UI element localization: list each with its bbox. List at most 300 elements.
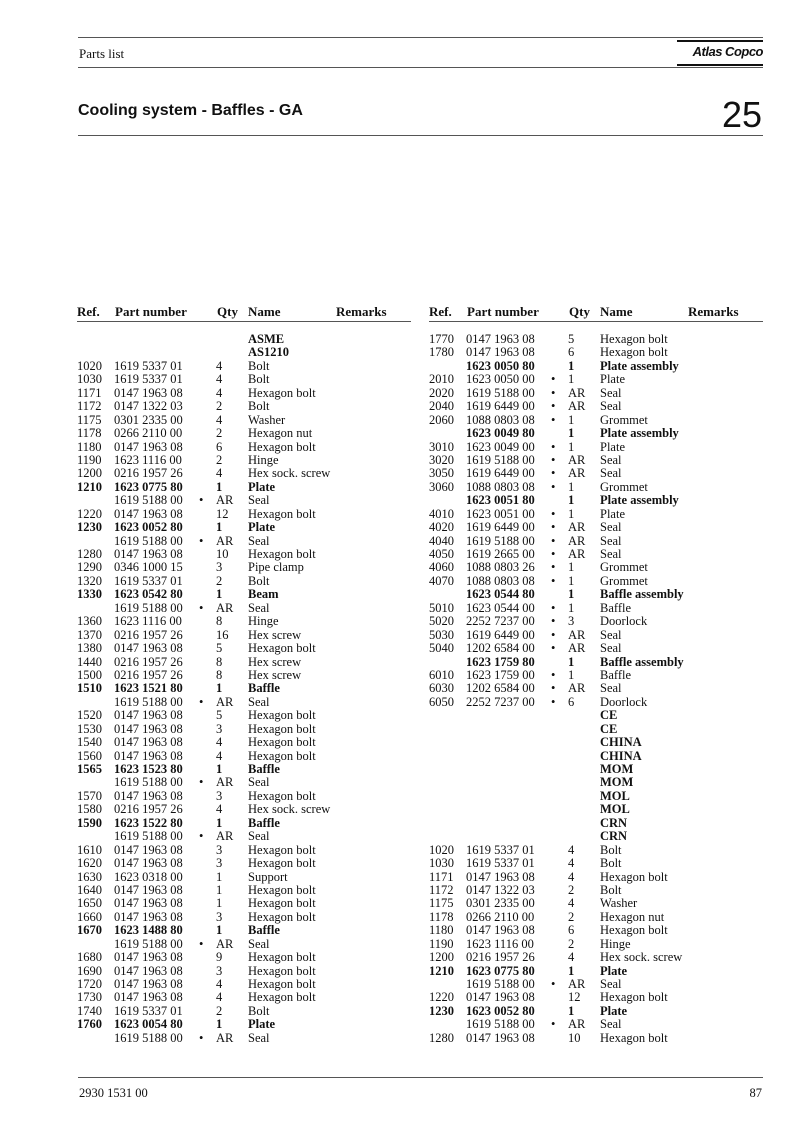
qty-cell: 4: [216, 412, 223, 427]
name-cell: Hexagon nut: [600, 909, 665, 924]
qty-cell: 5: [216, 708, 223, 723]
table-row: [77, 951, 411, 964]
table-row: [77, 938, 411, 951]
name-cell: Seal: [248, 493, 270, 508]
part-number-cell: 1623 0775 80: [466, 963, 535, 978]
name-cell: MOM: [600, 762, 634, 776]
table-row: [77, 669, 411, 682]
table-row: [77, 857, 411, 870]
qty-cell: 10: [216, 547, 229, 561]
name-cell: Plate: [600, 439, 625, 454]
ref-cell: 4050: [429, 547, 454, 561]
part-number-cell: 1619 5188 00: [114, 829, 183, 844]
table-row: [77, 588, 411, 601]
name-cell: Baffle: [248, 923, 280, 938]
ref-cell: 1630: [77, 869, 102, 884]
table-row: [429, 629, 763, 642]
ref-cell: 1020: [429, 842, 454, 857]
qty-cell: 5: [216, 641, 223, 656]
name-cell: Hexagon bolt: [248, 439, 316, 454]
part-number-cell: 1619 5337 01: [466, 856, 535, 871]
col-ref: Ref.: [77, 304, 100, 319]
ref-cell: 1230: [77, 520, 102, 535]
name-cell: Bolt: [248, 372, 270, 387]
ref-cell: 1770: [429, 332, 454, 346]
ref-cell: 3020: [429, 452, 454, 467]
table-row: [77, 750, 411, 763]
name-cell: Seal: [600, 466, 622, 481]
table-row: [429, 871, 763, 884]
ref-cell: 4010: [429, 506, 454, 521]
name-cell: Seal: [600, 641, 622, 656]
qty-cell: 8: [216, 654, 223, 669]
name-cell: Seal: [600, 547, 622, 561]
right-parts-table: [429, 333, 763, 1045]
marker-cell: •: [551, 1017, 556, 1032]
qty-cell: 2: [568, 936, 575, 951]
qty-cell: AR: [568, 977, 586, 991]
table-row: [429, 494, 763, 507]
ref-cell: 1380: [77, 641, 102, 656]
name-cell: MOL: [600, 802, 630, 817]
name-cell: Hexagon bolt: [600, 923, 668, 938]
table-row: [77, 508, 411, 521]
part-number-cell: 1623 0054 80: [114, 1017, 183, 1032]
table-row: [77, 763, 411, 776]
table-row: [429, 656, 763, 669]
table-row: [429, 441, 763, 454]
table-row: [429, 548, 763, 561]
table-row: [429, 965, 763, 978]
table-row: [77, 911, 411, 924]
table-row: [429, 373, 763, 386]
qty-cell: AR: [216, 600, 234, 615]
part-number-cell: 1619 6449 00: [466, 520, 535, 535]
qty-cell: 1: [216, 762, 223, 776]
table-row: [429, 682, 763, 695]
table-row: [77, 427, 411, 440]
name-cell: Washer: [248, 412, 286, 427]
table-row: [77, 978, 411, 991]
ref-cell: 1210: [429, 963, 454, 978]
part-number-cell: 1619 5188 00: [114, 936, 183, 951]
table-row: [429, 1005, 763, 1018]
marker-cell: •: [551, 372, 556, 387]
ref-cell: 1610: [77, 842, 102, 857]
name-cell: Seal: [248, 829, 270, 844]
qty-cell: 4: [216, 748, 223, 763]
qty-cell: AR: [568, 466, 586, 481]
part-number-cell: 1623 0052 80: [466, 1003, 535, 1018]
marker-cell: •: [551, 412, 556, 427]
qty-cell: 1: [216, 815, 223, 830]
table-row: [429, 978, 763, 991]
marker-cell: •: [199, 533, 204, 548]
qty-cell: AR: [216, 936, 234, 951]
ref-cell: 1200: [77, 466, 102, 481]
qty-cell: 4: [216, 735, 223, 750]
name-cell: Hexagon bolt: [248, 856, 316, 871]
part-number-cell: 1619 5188 00: [114, 1030, 183, 1045]
part-number-cell: 1623 0542 80: [114, 587, 183, 602]
qty-cell: 1: [568, 358, 575, 373]
table-row: [77, 414, 411, 427]
ref-cell: 1230: [429, 1003, 454, 1018]
name-cell: Plate assembly: [600, 493, 679, 508]
marker-cell: •: [551, 547, 556, 561]
table-row: [77, 441, 411, 454]
name-cell: Bolt: [248, 358, 270, 373]
table-row: [77, 723, 411, 736]
ref-cell: 2060: [429, 412, 454, 427]
name-cell: Plate assembly: [600, 426, 679, 441]
ref-cell: 4070: [429, 573, 454, 588]
part-number-cell: 1202 6584 00: [466, 641, 535, 656]
name-cell: Hexagon bolt: [248, 896, 316, 911]
ref-cell: 4020: [429, 520, 454, 535]
part-number-cell: 1623 0051 00: [466, 506, 535, 521]
name-cell: Hinge: [248, 614, 279, 629]
qty-cell: 4: [216, 977, 223, 991]
section-title: Cooling system - Baffles - GA: [78, 102, 303, 119]
part-number-cell: 0147 1963 08: [114, 909, 183, 924]
header-label: Parts list: [79, 46, 125, 61]
name-cell: Seal: [600, 627, 622, 642]
marker-cell: •: [199, 600, 204, 615]
name-cell: Plate: [600, 963, 628, 978]
part-number-cell: 1623 1116 00: [466, 936, 534, 951]
ref-cell: 1530: [77, 721, 102, 736]
part-number-cell: 0301 2335 00: [114, 412, 183, 427]
part-number-cell: 0147 1963 08: [466, 869, 535, 884]
name-cell: Hinge: [600, 936, 631, 951]
part-number-cell: 1623 1523 80: [114, 762, 183, 776]
name-cell: Seal: [248, 936, 270, 951]
table-row: [77, 884, 411, 897]
footer-rule: [78, 1077, 763, 1078]
part-number-cell: 1623 1116 00: [114, 452, 182, 467]
qty-cell: AR: [216, 829, 234, 844]
col-part-number: Part number: [467, 304, 539, 319]
qty-cell: 1: [568, 372, 575, 387]
marker-cell: •: [551, 452, 556, 467]
name-cell: Baffle: [600, 600, 632, 615]
table-row: [77, 897, 411, 910]
part-number-cell: 0346 1000 15: [114, 560, 183, 575]
qty-cell: 2: [568, 882, 575, 897]
name-cell: Hexagon bolt: [248, 842, 316, 857]
qty-cell: 3: [216, 560, 223, 575]
part-number-cell: 0147 1963 08: [466, 990, 535, 1005]
table-row: [77, 615, 411, 628]
part-number-cell: 0147 1963 08: [114, 547, 183, 561]
qty-cell: 4: [216, 802, 223, 817]
marker-cell: •: [551, 533, 556, 548]
name-cell: Hexagon bolt: [600, 345, 668, 360]
part-number-cell: 0216 1957 26: [114, 627, 183, 642]
ref-cell: 5030: [429, 627, 454, 642]
part-number-cell: 1619 5337 01: [114, 573, 183, 588]
table-row: [429, 602, 763, 615]
part-number-cell: 1619 5337 01: [114, 1003, 183, 1018]
ref-cell: 1760: [77, 1017, 102, 1032]
qty-cell: 1: [216, 923, 223, 938]
ref-cell: 1330: [77, 587, 102, 602]
ref-cell: 1178: [429, 909, 454, 924]
qty-cell: 6: [216, 439, 223, 454]
table-row: [429, 561, 763, 574]
name-cell: CE: [600, 721, 618, 736]
part-number-cell: 1619 6449 00: [466, 466, 535, 481]
name-cell: Bolt: [248, 399, 270, 414]
name-cell: Seal: [600, 385, 622, 400]
table-row: [77, 333, 411, 346]
ref-cell: 1500: [77, 667, 102, 682]
table-row: [77, 642, 411, 655]
name-cell: Plate: [248, 1017, 276, 1032]
name-cell: Seal: [600, 452, 622, 467]
table-row: [77, 803, 411, 816]
name-cell: Seal: [600, 1017, 622, 1032]
table-row: [77, 736, 411, 749]
table-row: [77, 871, 411, 884]
name-cell: Plate: [600, 372, 625, 387]
name-cell: Hexagon bolt: [248, 506, 316, 521]
title-rule: [78, 135, 763, 136]
ref-cell: 1670: [77, 923, 102, 938]
table-row: [429, 911, 763, 924]
qty-cell: 2: [216, 426, 223, 441]
part-number-cell: 0216 1957 26: [466, 950, 535, 965]
part-number-cell: 0266 2110 00: [114, 426, 183, 441]
qty-cell: 10: [568, 1030, 581, 1045]
table-row: [77, 924, 411, 937]
qty-cell: 3: [216, 721, 223, 736]
ref-cell: 1220: [429, 990, 454, 1005]
ref-cell: 2010: [429, 372, 454, 387]
part-number-cell: 1623 1116 00: [114, 614, 182, 629]
qty-cell: AR: [568, 641, 586, 656]
col-qty: Qty: [569, 304, 590, 319]
part-number-cell: 0147 1963 08: [114, 842, 183, 857]
table-row: [77, 387, 411, 400]
name-cell: Hexagon bolt: [248, 909, 316, 924]
ref-cell: 1580: [77, 802, 102, 817]
table-row: [77, 602, 411, 615]
ref-cell: 1780: [429, 345, 454, 360]
table-row: [77, 991, 411, 1004]
part-number-cell: 1623 0049 80: [466, 426, 535, 441]
part-number-cell: 0147 1963 08: [114, 950, 183, 965]
qty-cell: 2: [216, 452, 223, 467]
table-row: [77, 830, 411, 843]
qty-cell: 1: [568, 1003, 575, 1018]
name-cell: Seal: [248, 600, 270, 615]
part-number-cell: 1619 5188 00: [114, 493, 183, 508]
name-cell: CRN: [600, 815, 628, 830]
part-number-cell: 1623 0052 80: [114, 520, 183, 535]
table-row: [429, 938, 763, 951]
ref-cell: 1640: [77, 882, 102, 897]
table-row: [77, 561, 411, 574]
table-row: [77, 467, 411, 480]
ref-cell: 1280: [77, 547, 102, 561]
ref-cell: 5020: [429, 614, 454, 629]
name-cell: Bolt: [600, 882, 622, 897]
col-remarks: Remarks: [336, 304, 387, 319]
part-number-cell: 1623 1522 80: [114, 815, 183, 830]
name-cell: Plate: [600, 1003, 628, 1018]
name-cell: Grommet: [600, 412, 648, 427]
qty-cell: 16: [216, 627, 229, 642]
ref-cell: 1510: [77, 681, 102, 696]
name-cell: Hexagon bolt: [600, 990, 668, 1005]
col-part-number: Part number: [115, 304, 187, 319]
name-cell: MOL: [600, 788, 630, 803]
part-number-cell: 1623 0318 00: [114, 869, 183, 884]
qty-cell: 4: [216, 358, 223, 373]
qty-cell: 1: [568, 573, 575, 588]
name-cell: Bolt: [248, 573, 270, 588]
part-number-cell: 1623 1759 80: [466, 654, 535, 669]
ref-cell: 1520: [77, 708, 102, 723]
table-row: [429, 346, 763, 359]
ref-cell: 1320: [77, 573, 102, 588]
qty-cell: 4: [568, 950, 575, 965]
table-row: [429, 642, 763, 655]
marker-cell: •: [551, 385, 556, 400]
name-cell: Hex screw: [248, 627, 302, 642]
qty-cell: 1: [216, 882, 223, 897]
ref-cell: 1690: [77, 963, 102, 978]
ref-cell: 1280: [429, 1030, 454, 1045]
qty-cell: 2: [568, 909, 575, 924]
table-row: [77, 494, 411, 507]
part-number-cell: 1088 0803 08: [466, 412, 535, 427]
part-number-cell: 1623 0050 80: [466, 358, 535, 373]
qty-cell: 2: [216, 399, 223, 414]
qty-cell: 1: [568, 412, 575, 427]
marker-cell: •: [551, 627, 556, 642]
ref-cell: 1210: [77, 479, 102, 494]
table-row: [429, 709, 763, 722]
qty-cell: 4: [568, 842, 575, 857]
left-table-header: [77, 304, 411, 322]
table-row: [429, 750, 763, 763]
name-cell: Hexagon bolt: [248, 641, 316, 656]
name-cell: Bolt: [248, 1003, 270, 1018]
name-cell: Plate: [248, 479, 276, 494]
header-rule: [78, 67, 763, 68]
marker-cell: •: [551, 694, 556, 709]
table-row: [77, 629, 411, 642]
table-row: [429, 454, 763, 467]
part-number-cell: 0147 1963 08: [114, 708, 183, 723]
qty-cell: AR: [568, 1017, 586, 1032]
table-row: [429, 884, 763, 897]
ref-cell: 1030: [77, 372, 102, 387]
part-number-cell: 1619 6449 00: [466, 627, 535, 642]
name-cell: Bolt: [600, 842, 622, 857]
marker-cell: •: [551, 614, 556, 629]
ref-cell: 4060: [429, 560, 454, 575]
ref-cell: 1290: [77, 560, 102, 575]
name-cell: Plate: [600, 506, 625, 521]
part-number-cell: 0147 1322 03: [114, 399, 183, 414]
name-cell: CHINA: [600, 748, 642, 763]
part-number-cell: 1619 6449 00: [466, 399, 535, 414]
table-row: [429, 696, 763, 709]
ref-cell: 1172: [77, 399, 102, 414]
qty-cell: 1: [568, 439, 575, 454]
name-cell: Hex sock. screw: [600, 950, 683, 965]
ref-cell: 1172: [429, 882, 454, 897]
table-row: [429, 844, 763, 857]
qty-cell: 1: [216, 896, 223, 911]
qty-cell: AR: [568, 399, 586, 414]
table-row: [77, 817, 411, 830]
table-row: [77, 400, 411, 413]
part-number-cell: 1619 5188 00: [466, 1017, 535, 1032]
part-number-cell: 0147 1963 08: [114, 977, 183, 991]
qty-cell: 3: [216, 842, 223, 857]
ref-cell: 1171: [429, 869, 454, 884]
name-cell: Seal: [600, 977, 622, 991]
table-row: [429, 897, 763, 910]
name-cell: Hexagon bolt: [248, 385, 316, 400]
part-number-cell: 0216 1957 26: [114, 667, 183, 682]
name-cell: Grommet: [600, 560, 648, 575]
qty-cell: 2: [216, 573, 223, 588]
table-row: [429, 481, 763, 494]
qty-cell: 3: [216, 963, 223, 978]
name-cell: Seal: [600, 399, 622, 414]
qty-cell: 2: [216, 1003, 223, 1018]
part-number-cell: 0147 1963 08: [114, 788, 183, 803]
name-cell: ASME: [248, 332, 285, 346]
ref-cell: 1180: [429, 923, 454, 938]
footer-doc-code: 2930 1531 00: [79, 1086, 148, 1100]
ref-cell: 1020: [77, 358, 102, 373]
table-row: [77, 790, 411, 803]
ref-cell: 2040: [429, 399, 454, 414]
name-cell: CHINA: [600, 735, 642, 750]
table-row: [77, 776, 411, 789]
qty-cell: AR: [568, 533, 586, 548]
marker-cell: •: [551, 667, 556, 682]
table-row: [77, 575, 411, 588]
name-cell: AS1210: [248, 345, 289, 360]
name-cell: Grommet: [600, 573, 648, 588]
part-number-cell: 1088 0803 26: [466, 560, 535, 575]
qty-cell: 1: [568, 426, 575, 441]
name-cell: Seal: [600, 681, 622, 696]
qty-cell: 3: [216, 856, 223, 871]
table-row: [429, 521, 763, 534]
ref-cell: 6050: [429, 694, 454, 709]
part-number-cell: 1623 0544 80: [466, 587, 535, 602]
name-cell: Hexagon bolt: [248, 882, 316, 897]
table-row: [429, 427, 763, 440]
table-row: [77, 709, 411, 722]
ref-cell: 1175: [429, 896, 454, 911]
ref-cell: 1178: [77, 426, 102, 441]
name-cell: Hexagon bolt: [248, 990, 316, 1005]
part-number-cell: 1623 0775 80: [114, 479, 183, 494]
marker-cell: •: [551, 641, 556, 656]
name-cell: CRN: [600, 829, 628, 844]
ref-cell: 1570: [77, 788, 102, 803]
